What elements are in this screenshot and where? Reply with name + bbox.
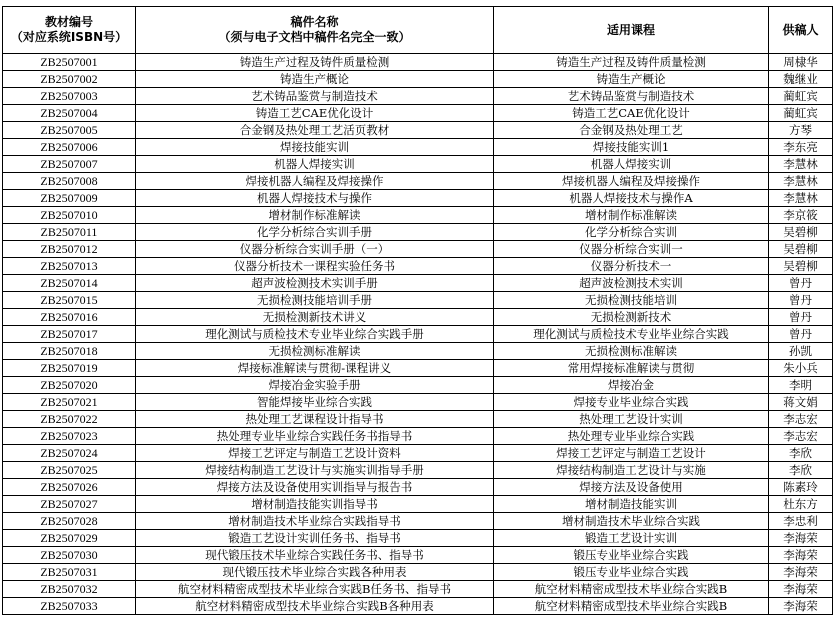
title-cell: 铸造工艺CAE优化设计 (136, 105, 494, 122)
table-row (3, 88, 833, 105)
course-cell: 焊接机器人编程及焊接操作 (494, 173, 769, 190)
table-row (3, 207, 833, 224)
author-cell: 曾丹 (769, 292, 833, 309)
table-row (3, 360, 833, 377)
title-cell: 热处理专业毕业综合实践任务书指导书 (136, 428, 494, 445)
title-cell: 智能焊接毕业综合实践 (136, 394, 494, 411)
header-textbook-number-note: （对应系统ISBN号） (10, 30, 128, 44)
course-cell: 热处理专业毕业综合实践 (494, 428, 769, 445)
author-cell: 陈素玲 (769, 479, 833, 496)
author-cell: 李海荣 (769, 598, 833, 615)
id-cell: ZB2507032 (3, 581, 136, 598)
author-cell: 李欣 (769, 445, 833, 462)
id-cell: ZB2507027 (3, 496, 136, 513)
author-cell: 李海荣 (769, 581, 833, 598)
id-cell: ZB2507023 (3, 428, 136, 445)
title-cell: 铸造生产概论 (136, 71, 494, 88)
id-cell: ZB2507020 (3, 377, 136, 394)
title-cell: 无损检测标准解读 (136, 343, 494, 360)
table-row (3, 292, 833, 309)
author-cell: 曾丹 (769, 275, 833, 292)
table-row (3, 309, 833, 326)
author-cell: 李海荣 (769, 547, 833, 564)
course-cell: 仪器分析综合实训一 (494, 241, 769, 258)
course-cell: 无损检测标准解读 (494, 343, 769, 360)
table-row (3, 496, 833, 513)
author-cell: 蔺虹宾 (769, 105, 833, 122)
course-cell: 焊接结构制造工艺设计与实施 (494, 462, 769, 479)
header-manuscript-name-title: 稿件名称 (290, 15, 339, 29)
course-cell: 铸造生产过程及铸件质量检测 (494, 54, 769, 71)
author-cell: 李东亮 (769, 139, 833, 156)
course-cell: 铸造工艺CAE优化设计 (494, 105, 769, 122)
course-cell: 超声波检测技术实训 (494, 275, 769, 292)
course-cell: 增材制造技术毕业综合实践 (494, 513, 769, 530)
id-cell: ZB2507029 (3, 530, 136, 547)
id-cell: ZB2507006 (3, 139, 136, 156)
id-cell: ZB2507018 (3, 343, 136, 360)
table-row (3, 343, 833, 360)
author-cell: 李志宏 (769, 411, 833, 428)
table-row (3, 139, 833, 156)
table-row (3, 513, 833, 530)
table-row (3, 190, 833, 207)
id-cell: ZB2507001 (3, 54, 136, 71)
id-cell: ZB2507007 (3, 156, 136, 173)
id-cell: ZB2507021 (3, 394, 136, 411)
author-cell: 周棣华 (769, 54, 833, 71)
course-cell: 焊接工艺评定与制造工艺设计 (494, 445, 769, 462)
course-cell: 焊接方法及设备使用 (494, 479, 769, 496)
table-body (3, 54, 833, 615)
table-row (3, 598, 833, 615)
course-cell: 锻造工艺设计实训 (494, 530, 769, 547)
author-cell: 朱小兵 (769, 360, 833, 377)
table-row (3, 530, 833, 547)
author-cell: 吴碧柳 (769, 258, 833, 275)
id-cell: ZB2507014 (3, 275, 136, 292)
author-cell: 李忠利 (769, 513, 833, 530)
table-row (3, 224, 833, 241)
table-row (3, 377, 833, 394)
title-cell: 无损检测技能培训手册 (136, 292, 494, 309)
id-cell: ZB2507017 (3, 326, 136, 343)
header-textbook-number (3, 7, 136, 54)
table-row (3, 105, 833, 122)
author-cell: 孙凯 (769, 343, 833, 360)
title-cell: 现代锻压技术毕业综合实践任务书、指导书 (136, 547, 494, 564)
course-cell: 航空材料精密成型技术毕业综合实践B (494, 598, 769, 615)
course-cell: 机器人焊接实训 (494, 156, 769, 173)
table-row (3, 173, 833, 190)
course-cell: 仪器分析技术一 (494, 258, 769, 275)
title-cell: 航空材料精密成型技术毕业综合实践B各种用表 (136, 598, 494, 615)
title-cell: 焊接方法及设备使用实训指导与报告书 (136, 479, 494, 496)
id-cell: ZB2507012 (3, 241, 136, 258)
table-row (3, 71, 833, 88)
author-cell: 李欣 (769, 462, 833, 479)
course-cell: 焊接冶金 (494, 377, 769, 394)
table-row (3, 428, 833, 445)
title-cell: 理化测试与质检技术专业毕业综合实践手册 (136, 326, 494, 343)
title-cell: 合金钢及热处理工艺活页教材 (136, 122, 494, 139)
id-cell: ZB2507019 (3, 360, 136, 377)
table-row (3, 326, 833, 343)
course-cell: 无损检测新技术 (494, 309, 769, 326)
course-cell: 常用焊接标准解读与贯彻 (494, 360, 769, 377)
author-cell: 吴碧柳 (769, 224, 833, 241)
author-cell: 魏继业 (769, 71, 833, 88)
title-cell: 焊接机器人编程及焊接操作 (136, 173, 494, 190)
course-cell: 理化测试与质检技术专业毕业综合实践 (494, 326, 769, 343)
header-course: 适用课程 (494, 7, 769, 54)
title-cell: 仪器分析技术一课程实验任务书 (136, 258, 494, 275)
table-row (3, 564, 833, 581)
title-cell: 化学分析综合实训手册 (136, 224, 494, 241)
id-cell: ZB2507026 (3, 479, 136, 496)
title-cell: 艺术铸品鉴赏与制造技术 (136, 88, 494, 105)
course-cell: 化学分析综合实训 (494, 224, 769, 241)
table-row (3, 241, 833, 258)
author-cell: 方琴 (769, 122, 833, 139)
table-row (3, 462, 833, 479)
id-cell: ZB2507025 (3, 462, 136, 479)
course-cell: 锻压专业毕业综合实践 (494, 547, 769, 564)
author-cell: 李慧林 (769, 190, 833, 207)
table-row (3, 411, 833, 428)
id-cell: ZB2507030 (3, 547, 136, 564)
table-row (3, 54, 833, 71)
id-cell: ZB2507033 (3, 598, 136, 615)
table-row (3, 275, 833, 292)
title-cell: 增材制作标准解读 (136, 207, 494, 224)
author-cell: 蔺虹宾 (769, 88, 833, 105)
course-cell: 合金钢及热处理工艺 (494, 122, 769, 139)
table-row (3, 445, 833, 462)
author-cell: 李明 (769, 377, 833, 394)
id-cell: ZB2507024 (3, 445, 136, 462)
course-cell: 热处理工艺设计实训 (494, 411, 769, 428)
course-cell: 无损检测技能培训 (494, 292, 769, 309)
header-manuscript-name-note: （须与电子文档中稿件名完全一致） (218, 30, 411, 44)
table-row (3, 122, 833, 139)
header-manuscript-name (136, 7, 494, 54)
title-cell: 机器人焊接实训 (136, 156, 494, 173)
header-author: 供稿人 (769, 7, 833, 54)
course-cell: 航空材料精密成型技术毕业综合实践B (494, 581, 769, 598)
id-cell: ZB2507011 (3, 224, 136, 241)
course-cell: 机器人焊接技术与操作A (494, 190, 769, 207)
id-cell: ZB2507010 (3, 207, 136, 224)
title-cell: 超声波检测技术实训手册 (136, 275, 494, 292)
title-cell: 焊接标准解读与贯彻-课程讲义 (136, 360, 494, 377)
table-row (3, 156, 833, 173)
title-cell: 增材制造技能实训指导书 (136, 496, 494, 513)
author-cell: 李海荣 (769, 530, 833, 547)
course-cell: 铸造生产概论 (494, 71, 769, 88)
author-cell: 李海荣 (769, 564, 833, 581)
id-cell: ZB2507015 (3, 292, 136, 309)
course-cell: 增材制造技能实训 (494, 496, 769, 513)
title-cell: 焊接冶金实验手册 (136, 377, 494, 394)
course-cell: 焊接专业毕业综合实践 (494, 394, 769, 411)
title-cell: 焊接技能实训 (136, 139, 494, 156)
author-cell: 李慧林 (769, 173, 833, 190)
author-cell: 蒋文娟 (769, 394, 833, 411)
table-row (3, 394, 833, 411)
id-cell: ZB2507028 (3, 513, 136, 530)
title-cell: 现代锻压技术毕业综合实践各种用表 (136, 564, 494, 581)
id-cell: ZB2507022 (3, 411, 136, 428)
title-cell: 焊接工艺评定与制造工艺设计资料 (136, 445, 494, 462)
table-row (3, 547, 833, 564)
course-cell: 锻压专业毕业综合实践 (494, 564, 769, 581)
textbook-table (2, 6, 833, 615)
table-row (3, 258, 833, 275)
title-cell: 无损检测新技术讲义 (136, 309, 494, 326)
id-cell: ZB2507005 (3, 122, 136, 139)
author-cell: 曾丹 (769, 309, 833, 326)
id-cell: ZB2507003 (3, 88, 136, 105)
header-row (3, 7, 833, 54)
author-cell: 曾丹 (769, 326, 833, 343)
title-cell: 航空材料精密成型技术毕业综合实践B任务书、指导书 (136, 581, 494, 598)
course-cell: 增材制作标准解读 (494, 207, 769, 224)
id-cell: ZB2507002 (3, 71, 136, 88)
author-cell: 吴碧柳 (769, 241, 833, 258)
id-cell: ZB2507004 (3, 105, 136, 122)
header-textbook-number-title: 教材编号 (44, 15, 93, 29)
title-cell: 铸造生产过程及铸件质量检测 (136, 54, 494, 71)
title-cell: 焊接结构制造工艺设计与实施实训指导手册 (136, 462, 494, 479)
title-cell: 机器人焊接技术与操作 (136, 190, 494, 207)
table-row (3, 479, 833, 496)
id-cell: ZB2507009 (3, 190, 136, 207)
author-cell: 李京筱 (769, 207, 833, 224)
id-cell: ZB2507031 (3, 564, 136, 581)
id-cell: ZB2507008 (3, 173, 136, 190)
author-cell: 李志宏 (769, 428, 833, 445)
title-cell: 增材制造技术毕业综合实践指导书 (136, 513, 494, 530)
id-cell: ZB2507013 (3, 258, 136, 275)
table-row (3, 581, 833, 598)
title-cell: 热处理工艺课程设计指导书 (136, 411, 494, 428)
author-cell: 李慧林 (769, 156, 833, 173)
title-cell: 仪器分析综合实训手册（一） (136, 241, 494, 258)
course-cell: 焊接技能实训1 (494, 139, 769, 156)
course-cell: 艺术铸品鉴赏与制造技术 (494, 88, 769, 105)
title-cell: 锻造工艺设计实训任务书、指导书 (136, 530, 494, 547)
id-cell: ZB2507016 (3, 309, 136, 326)
author-cell: 杜东方 (769, 496, 833, 513)
